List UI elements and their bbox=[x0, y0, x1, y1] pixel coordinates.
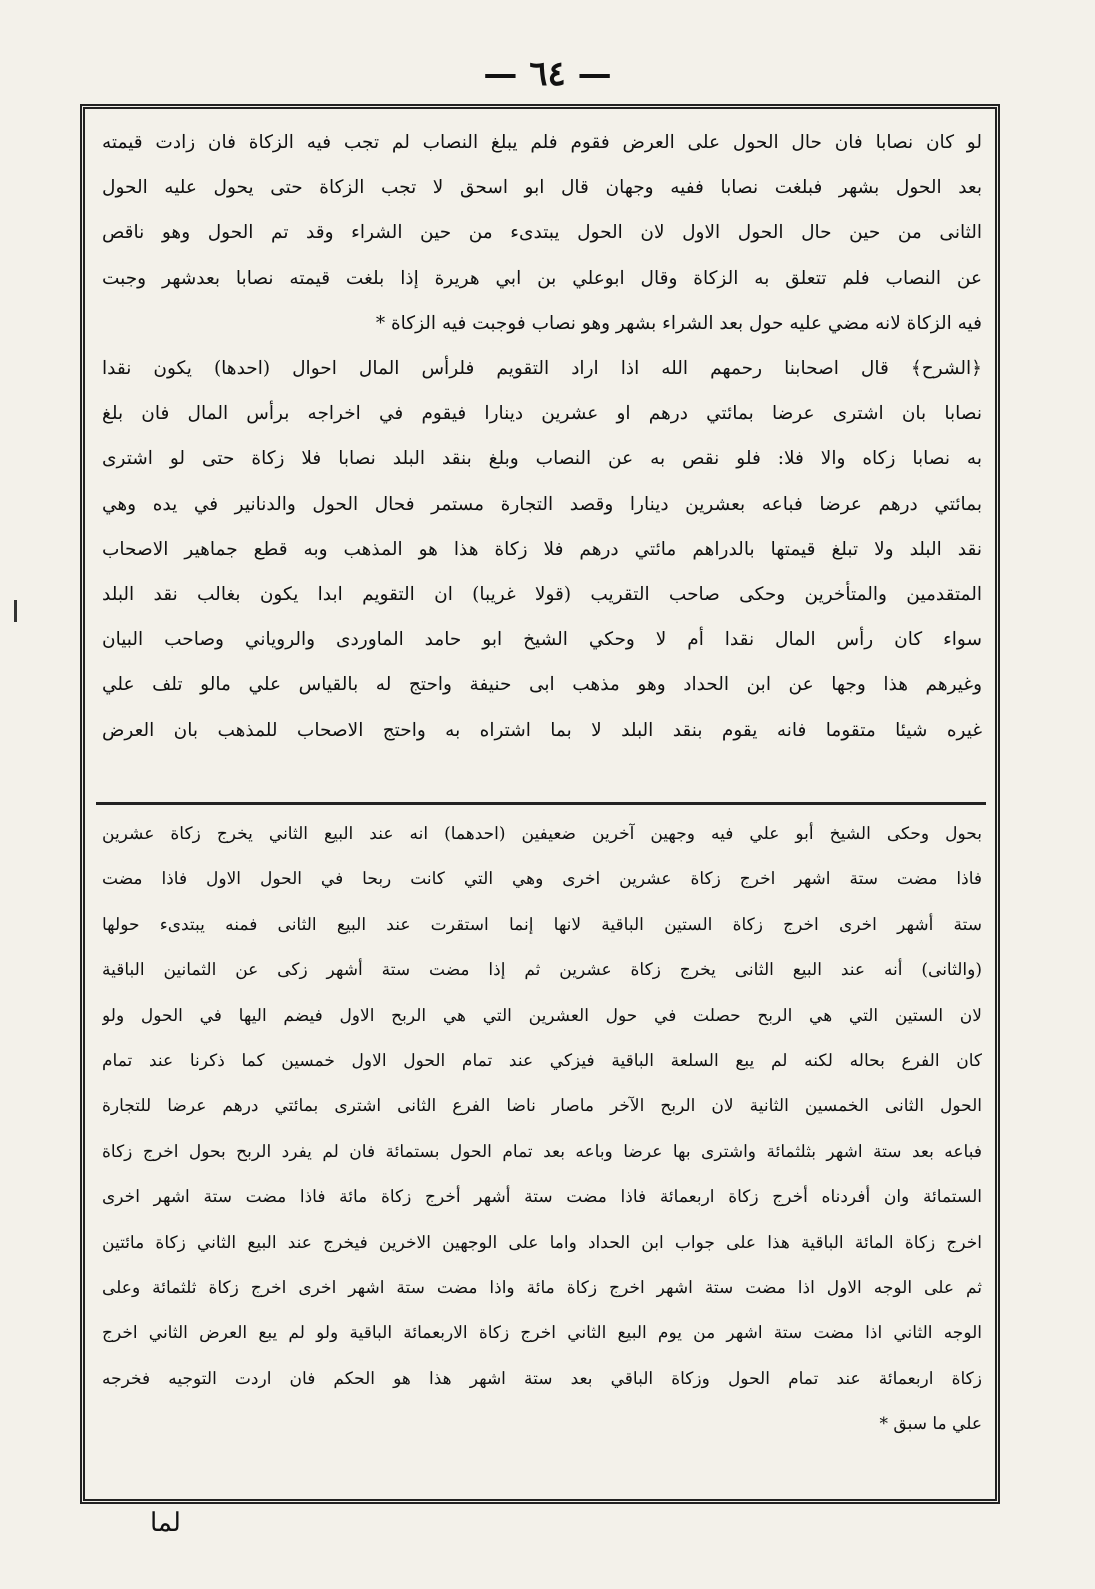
main-text-line: نصابا بان اشترى عرضا بمائتي درهم او عشرين دينارا فيقوم في اخراجه برأس المال فان بلغ bbox=[102, 403, 982, 425]
page-number: — ٦٤ — bbox=[483, 54, 612, 94]
footnote-text-line: فاذا مضت ستة اشهر اخرج زكاة عشرين اخرى وهي التي كانت ربحا في الحول الاول فاذا مضت bbox=[102, 869, 982, 890]
main-text-line: به نصابا زكاه والا فلا: فلو نقص به عن النصاب وبلغ بنقد البلد نصابا فلا زكاة حتى لو اشترى bbox=[102, 448, 982, 470]
main-text-line: لو كان نصابا فان حال الحول على العرض فقوم فلم يبلغ النصاب لم تجب فيه الزكاة فان زادت قيمته bbox=[102, 132, 982, 153]
footnote-text-line: ستة أشهر اخرى اخرج زكاة الستين الباقية لانها إنما استقرت عند البيع الثانى فمنه يبتدىء حولها bbox=[102, 914, 982, 935]
footnote-text-line: بحول وحكى الشيخ أبو علي فيه وجهين آخرين ضعيفين (احدهما) انه عند البيع الثاني يخرج زكاة عشرين bbox=[102, 824, 982, 844]
main-text-line: بمائتي درهم عرضا فباعه بعشرين دينارا وقصد التجارة مستمر فحال الحول والدنانير في يده وهي bbox=[102, 493, 982, 515]
section-divider bbox=[96, 802, 986, 805]
footnote-text-line: (والثانى) أنه عند البيع الثانى يخرج زكاة عشرين ثم إذا مضت ستة أشهر زكى عن الثمانين الباقية bbox=[102, 960, 982, 981]
footnote-text-line: ثم على الوجه الاول اذا مضت ستة اشهر اخرج زكاة مائة واذا مضت ستة اشهر اخرى اخرج زكاة ثلثمائة وعلى bbox=[102, 1278, 982, 1299]
main-text-line: فيه الزكاة لانه مضي عليه حول بعد الشراء بشهر وهو نصاب فوجبت فيه الزكاة * bbox=[375, 312, 982, 334]
footnote-text-line: فباعه بعد ستة اشهر بثلثمائة واشترى بها عرضا وباعه بعد تمام الحول بستمائة فان لم يفرد الربح بحول اخرج زكاة bbox=[102, 1141, 982, 1162]
signature-mark: لما bbox=[150, 1508, 181, 1538]
footnote-text-line: علي ما سبق * bbox=[879, 1414, 982, 1435]
main-text-block bbox=[102, 120, 982, 780]
margin-mark bbox=[14, 600, 17, 622]
main-text-line: ﴿الشرح﴾ قال اصحابنا رحمهم الله اذا اراد التقويم فلرأس المال احوال (احدها) يكون نقدا bbox=[102, 358, 982, 380]
main-text-line: عن النصاب فلم تتعلق به الزكاة وقال ابوعلي بن ابي هريرة إذا بلغت قيمته نصابا بعدشهر وجبت bbox=[102, 267, 982, 289]
footnote-text-line: كان الفرع بحاله لكنه لم يبع السلعة الباقية فيزكي عند تمام الحول الاول خمسين كما ذكرنا عند تمام bbox=[102, 1051, 982, 1072]
footnote-text-line: الحول الثانى الخمسين الثانية لان الربح الآخر ماصار ناضا الفرع الثانى اشترى بمائتي درهم عرضا للتجارة bbox=[102, 1096, 982, 1117]
main-text-line: الثانى من حين حال الحول الاول لان الحول يبتدىء من حين الشراء وقد تم الحول وهو ناقص bbox=[102, 222, 982, 244]
footnote-text-line: لان الستين التي هي الربح حصلت في حول العشرين التي هي الربح الاول فيضم اليها في الحول ولو bbox=[102, 1005, 982, 1026]
footnote-text-line: اخرج زكاة المائة الباقية هذا على جواب ابن الحداد واما على الوجهين الاخرين فيخرج عند البيع الثاني زكاة مائتين bbox=[102, 1232, 982, 1253]
footnote-text-line: الوجه الثاني اذا مضت ستة اشهر من يوم البيع الثاني اخرج زكاة الاربعمائة الباقية ولو لم يبع العرض الثاني اخرج bbox=[102, 1323, 982, 1344]
footnote-text-line: الستمائة وان أفردناه أخرج زكاة اربعمائة فاذا مضت ستة أشهر أخرج زكاة مائة فاذا مضت ستة اشهر اخرى bbox=[102, 1187, 982, 1208]
footnote-text-block bbox=[102, 812, 982, 1492]
main-text-line: سواء كان رأس المال نقدا أم لا وحكي الشيخ ابو حامد الماوردى والروياني وصاحب البيان bbox=[102, 629, 982, 651]
footnote-text-line: زكاة اربعمائة عند تمام الحول وزكاة الباقي بعد ستة اشهر هذا هو الحكم فان اردت التوجيه فخرجه bbox=[102, 1368, 982, 1389]
main-text-line: المتقدمين والمتأخرين وحكى صاحب التقريب (قولا غريبا) ان التقويم ابدا يكون بغالب نقد البلد bbox=[102, 584, 982, 606]
main-text-line: بعد الحول بشهر فبلغت نصابا ففيه وجهان قال ابو اسحق لا تجب الزكاة حتى يحول عليه الحول bbox=[102, 177, 982, 199]
main-text-line: وغيرهم هذا وجها عن ابن الحداد وهو مذهب ابى حنيفة واحتج له بالقياس علي مالو تلف علي bbox=[102, 674, 982, 696]
main-text-line: غيره شيئا متقوما فانه يقوم بنقد البلد لا بما اشتراه به واحتج الاصحاب للمذهب بان العرض bbox=[102, 719, 982, 741]
main-text-line: نقد البلد ولا تبلغ قيمتها بالدراهم مائتي درهم فلا زكاة هذا هو المذهب وبه قطع جماهير الاصحاب bbox=[102, 538, 982, 560]
